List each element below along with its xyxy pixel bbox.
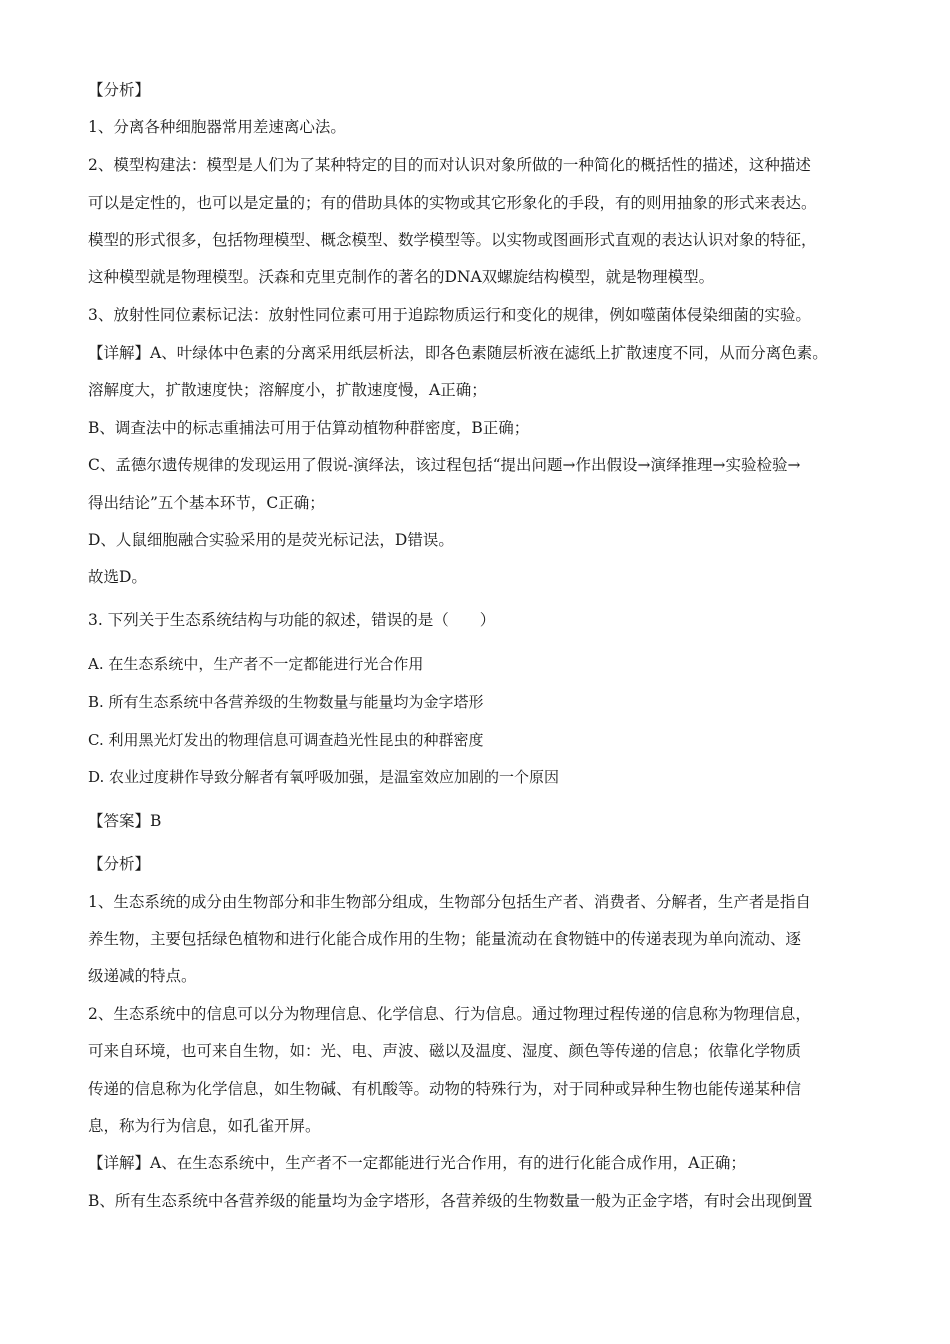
text-line: 1、生态系统的成分由生物部分和非生物部分组成，生物部分包括生产者、消费者、分解者，生产者是指自 [88, 893, 811, 911]
option-d: D. 农业过度耕作导致分解者有氧呼吸加强，是温室效应加剧的一个原因 [88, 768, 560, 786]
answer-line: 【答案】B [88, 812, 162, 830]
text-line: 息，称为行为信息，如孔雀开屏。 [88, 1117, 321, 1135]
text-line: 故选D。 [88, 568, 147, 586]
text-line: 2、模型构建法：模型是人们为了某种特定的目的而对认识对象所做的一种简化的概括性的描述，这种描述 [88, 156, 811, 174]
text-line: 模型的形式很多，包括物理模型、概念模型、数学模型等。以实物或图画形式直观的表达认识对象的特征， [88, 231, 817, 249]
text-line: B、调查法中的标志重捕法可用于估算动植物种群密度，B正确； [88, 419, 530, 437]
option-c: C. 利用黑光灯发出的物理信息可调查趋光性昆虫的种群密度 [88, 731, 484, 749]
text-line: 可来自环境，也可来自生物，如：光、电、声波、磁以及温度、湿度、颜色等传递的信息；依靠化学物质 [88, 1042, 802, 1060]
option-a: A. 在生态系统中，生产者不一定都能进行光合作用 [88, 655, 424, 673]
text-line: 溶解度大，扩散速度快；溶解度小，扩散速度慢，A正确； [88, 381, 487, 399]
text-line: D、人鼠细胞融合实验采用的是荧光标记法，D错误。 [88, 531, 454, 549]
text-line: 级递减的特点。 [88, 967, 197, 985]
text-line: 这种模型就是物理模型。沃森和克里克制作的著名的DNA双螺旋结构模型，就是物理模型。 [88, 268, 715, 286]
question-stem: 3. 下列关于生态系统结构与功能的叙述，错误的是（ ） [88, 611, 496, 629]
section-heading-analysis: 【分析】 [88, 81, 151, 99]
text-line: 2、生态系统中的信息可以分为物理信息、化学信息、行为信息。通过物理过程传递的信息称为物理信息， [88, 1005, 811, 1023]
section-heading-detail: 【详解】A、叶绿体中色素的分离采用纸层析法，即各色素随层析液在滤纸上扩散速度不同，从而分离色素。 [88, 344, 828, 362]
text-line: 3、放射性同位素标记法：放射性同位素可用于追踪物质运行和变化的规律，例如噬菌体侵染细菌的实验。 [88, 306, 811, 324]
text-line: 1、分离各种细胞器常用差速离心法。 [88, 118, 346, 136]
text-line: 传递的信息称为化学信息，如生物碱、有机酸等。动物的特殊行为，对于同种或异种生物也能传递某种信 [88, 1080, 802, 1098]
text-line: 得出结论”五个基本环节，C正确； [88, 494, 325, 512]
section-heading-detail: 【详解】A、在生态系统中，生产者不一定都能进行光合作用，有的进行化能合成作用，A正确； [88, 1154, 746, 1172]
option-b: B. 所有生态系统中各营养级的生物数量与能量均为金字塔形 [88, 693, 484, 711]
section-heading-analysis: 【分析】 [88, 855, 151, 873]
text-line: 可以是定性的，也可以是定量的；有的借助具体的实物或其它形象化的手段，有的则用抽象的形式来表达。 [88, 194, 817, 212]
text-line: C、孟德尔遗传规律的发现运用了假说-演绎法，该过程包括“提出问题→作出假设→演绎推理→实验检验→ [88, 456, 801, 474]
text-line: B、所有生态系统中各营养级的能量均为金字塔形，各营养级的生物数量一般为正金字塔，有时会出现倒置 [88, 1192, 813, 1210]
text-line: 养生物，主要包括绿色植物和进行化能合成作用的生物；能量流动在食物链中的传递表现为单向流动、逐 [88, 930, 802, 948]
